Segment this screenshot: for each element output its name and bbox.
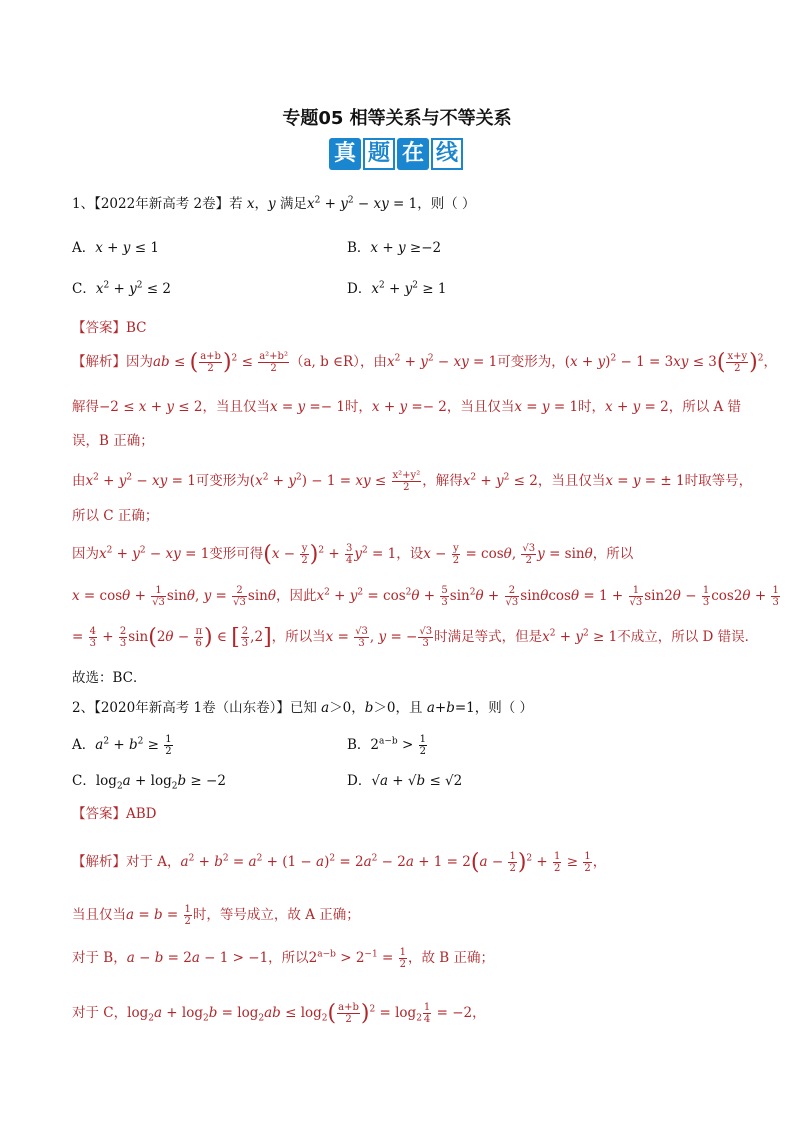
q1-option-a: A．x + y ≤ 1 <box>72 240 159 256</box>
q1-analysis-line-2b: 误，B 正确； <box>72 433 154 449</box>
badge-char-2: 题 <box>363 138 395 170</box>
q1-stem: 1、【2022年新高考 2卷】若 x，y 满足$x^2 + y^2$ − xy = 1，则（ ） <box>72 195 476 212</box>
section-badge <box>329 138 463 170</box>
badge-char-3: 在 <box>397 138 429 170</box>
q2-option-a: A．$a^2 + b^2$ ≥ $\frac{1}{2}$ <box>72 734 172 757</box>
q2-analysis-line-4: 对于 C，$\log_2a + \log_2b = \log_2ab \le \log_2$( $\frac{a+b}{2}$ )$^2 = \log_2$ $\frac{1}{4}$ = −2， <box>72 1001 486 1026</box>
page-title: 专题05 相等关系与不等关系 <box>282 108 512 129</box>
q2-analysis-line-2: 当且仅当a = b = $\frac{1}{2}$ 时，等号成立，故 A 正确； <box>72 904 360 927</box>
q1-answer: 【答案】BC <box>72 320 147 336</box>
q1-analysis-line-2: 解得−2 ≤ x + y ≤ 2，当且仅当x = y =− 1时，x + y =− 2，当且仅当x = y = 1时，x + y = 2，所以 A 错 <box>72 399 742 415</box>
q2-answer: 【答案】ABD <box>72 806 157 822</box>
q2-option-c: C．$\log_2a + \log_2b \ge -2$ <box>72 773 226 792</box>
q1-analysis-line-3: 由$x^2 + y^2$ − xy = 1可变形为$(x^2 + y^2) - 1$ = xy ≤ $\frac{\text{x²+y²}}{2}$ ，解得$x^2 + y^2 \le 2$，当且仅当x = y = ± 1时取等号， <box>72 470 753 493</box>
badge-char-1: 真 <box>329 138 361 170</box>
q2-option-b: B．$2^{a-b}$ > $\frac{1}{2}$ <box>347 734 426 757</box>
q2-stem: 2、【2020年新高考 1卷（山东卷）】已知 a＞0，b＞0，且 a+b=1，则（ ） <box>72 700 534 716</box>
badge-char-4: 线 <box>431 138 463 170</box>
q2-option-d: D．√a + √b ≤ √2 <box>347 773 463 789</box>
q1-analysis-line-7: = $\frac{4}{3}$ + $\frac{2}{3}$ sin(2θ − $\frac{\pi}{6}$ ) ∈ [ $\frac{2}{3}$ ,2]，所以当x = $\frac{√3}{3}$ , y = − $\frac{√3}{3}$ 时满足等式，但是$x^2 + y^2 \ge 1$不成立，所以 D 错误． <box>72 625 759 650</box>
q1-option-d: D．$x^2 + y^2 \ge 1$ <box>347 280 447 297</box>
q1-analysis-line-1: 【解析】因为ab ≤ ( $\frac{a+b}{2}$ )$^2$ ≤ $\frac{\text{a²+b²}}{2}$ （a, b ∈R），由$x^2 + y^2$ − xy = 1可变形为，$(x + y)^2 - 1 = 3xy \le 3$( $\frac{x+y}{2}$ )$^2$， <box>72 350 777 375</box>
q1-option-b: B．x + y ≥−2 <box>347 240 442 256</box>
q1-option-c: C．$x^2 + y^2 \le 2$ <box>72 280 171 297</box>
q1-conclusion: 故选：BC． <box>72 670 147 686</box>
q1-analysis-line-5: 因为$x^2 + y^2$ − xy = 1变形可得(x − $\frac{y}{2}$ )$^2$ + $\frac{3}{4}$ $y^2 = 1$，设x − $\frac{y}{2}$ = cosθ, $\frac{√3}{2}$ y = sinθ，所以 <box>72 542 634 567</box>
q2-analysis-line-3: 对于 B，a − b = 2a − 1 > −1，所以$2^{a-b} > 2^{-1}$ = $\frac{1}{2}$ ，故 B 正确； <box>72 947 494 970</box>
q1-analysis-line-6: x = cosθ + $\frac{1}{√3}$ sinθ, y = $\frac{2}{√3}$ sinθ，因此$x^2 + y^2 = \cos^2\theta$ + $\frac{5}{3}$ $\sin^2\theta$ + $\frac{2}{√3}$ sinθcosθ = 1 + $\frac{1}{√3}$ sin2θ − $\frac{1}{3}$ cos2θ + $\frac{1}{3}$ <box>72 585 779 608</box>
q1-analysis-line-4: 所以 C 正确； <box>72 508 159 524</box>
q2-analysis-line-1: 【解析】对于 A，$a^2 + b^2 = a^2 + (1 - a)^2 = 2a^2 - 2a + 1 = 2(a$ − $\frac{1}{2}$ )$^2$ + $\frac{1}{2}$ ≥ $\frac{1}{2}$ ， <box>72 850 607 875</box>
